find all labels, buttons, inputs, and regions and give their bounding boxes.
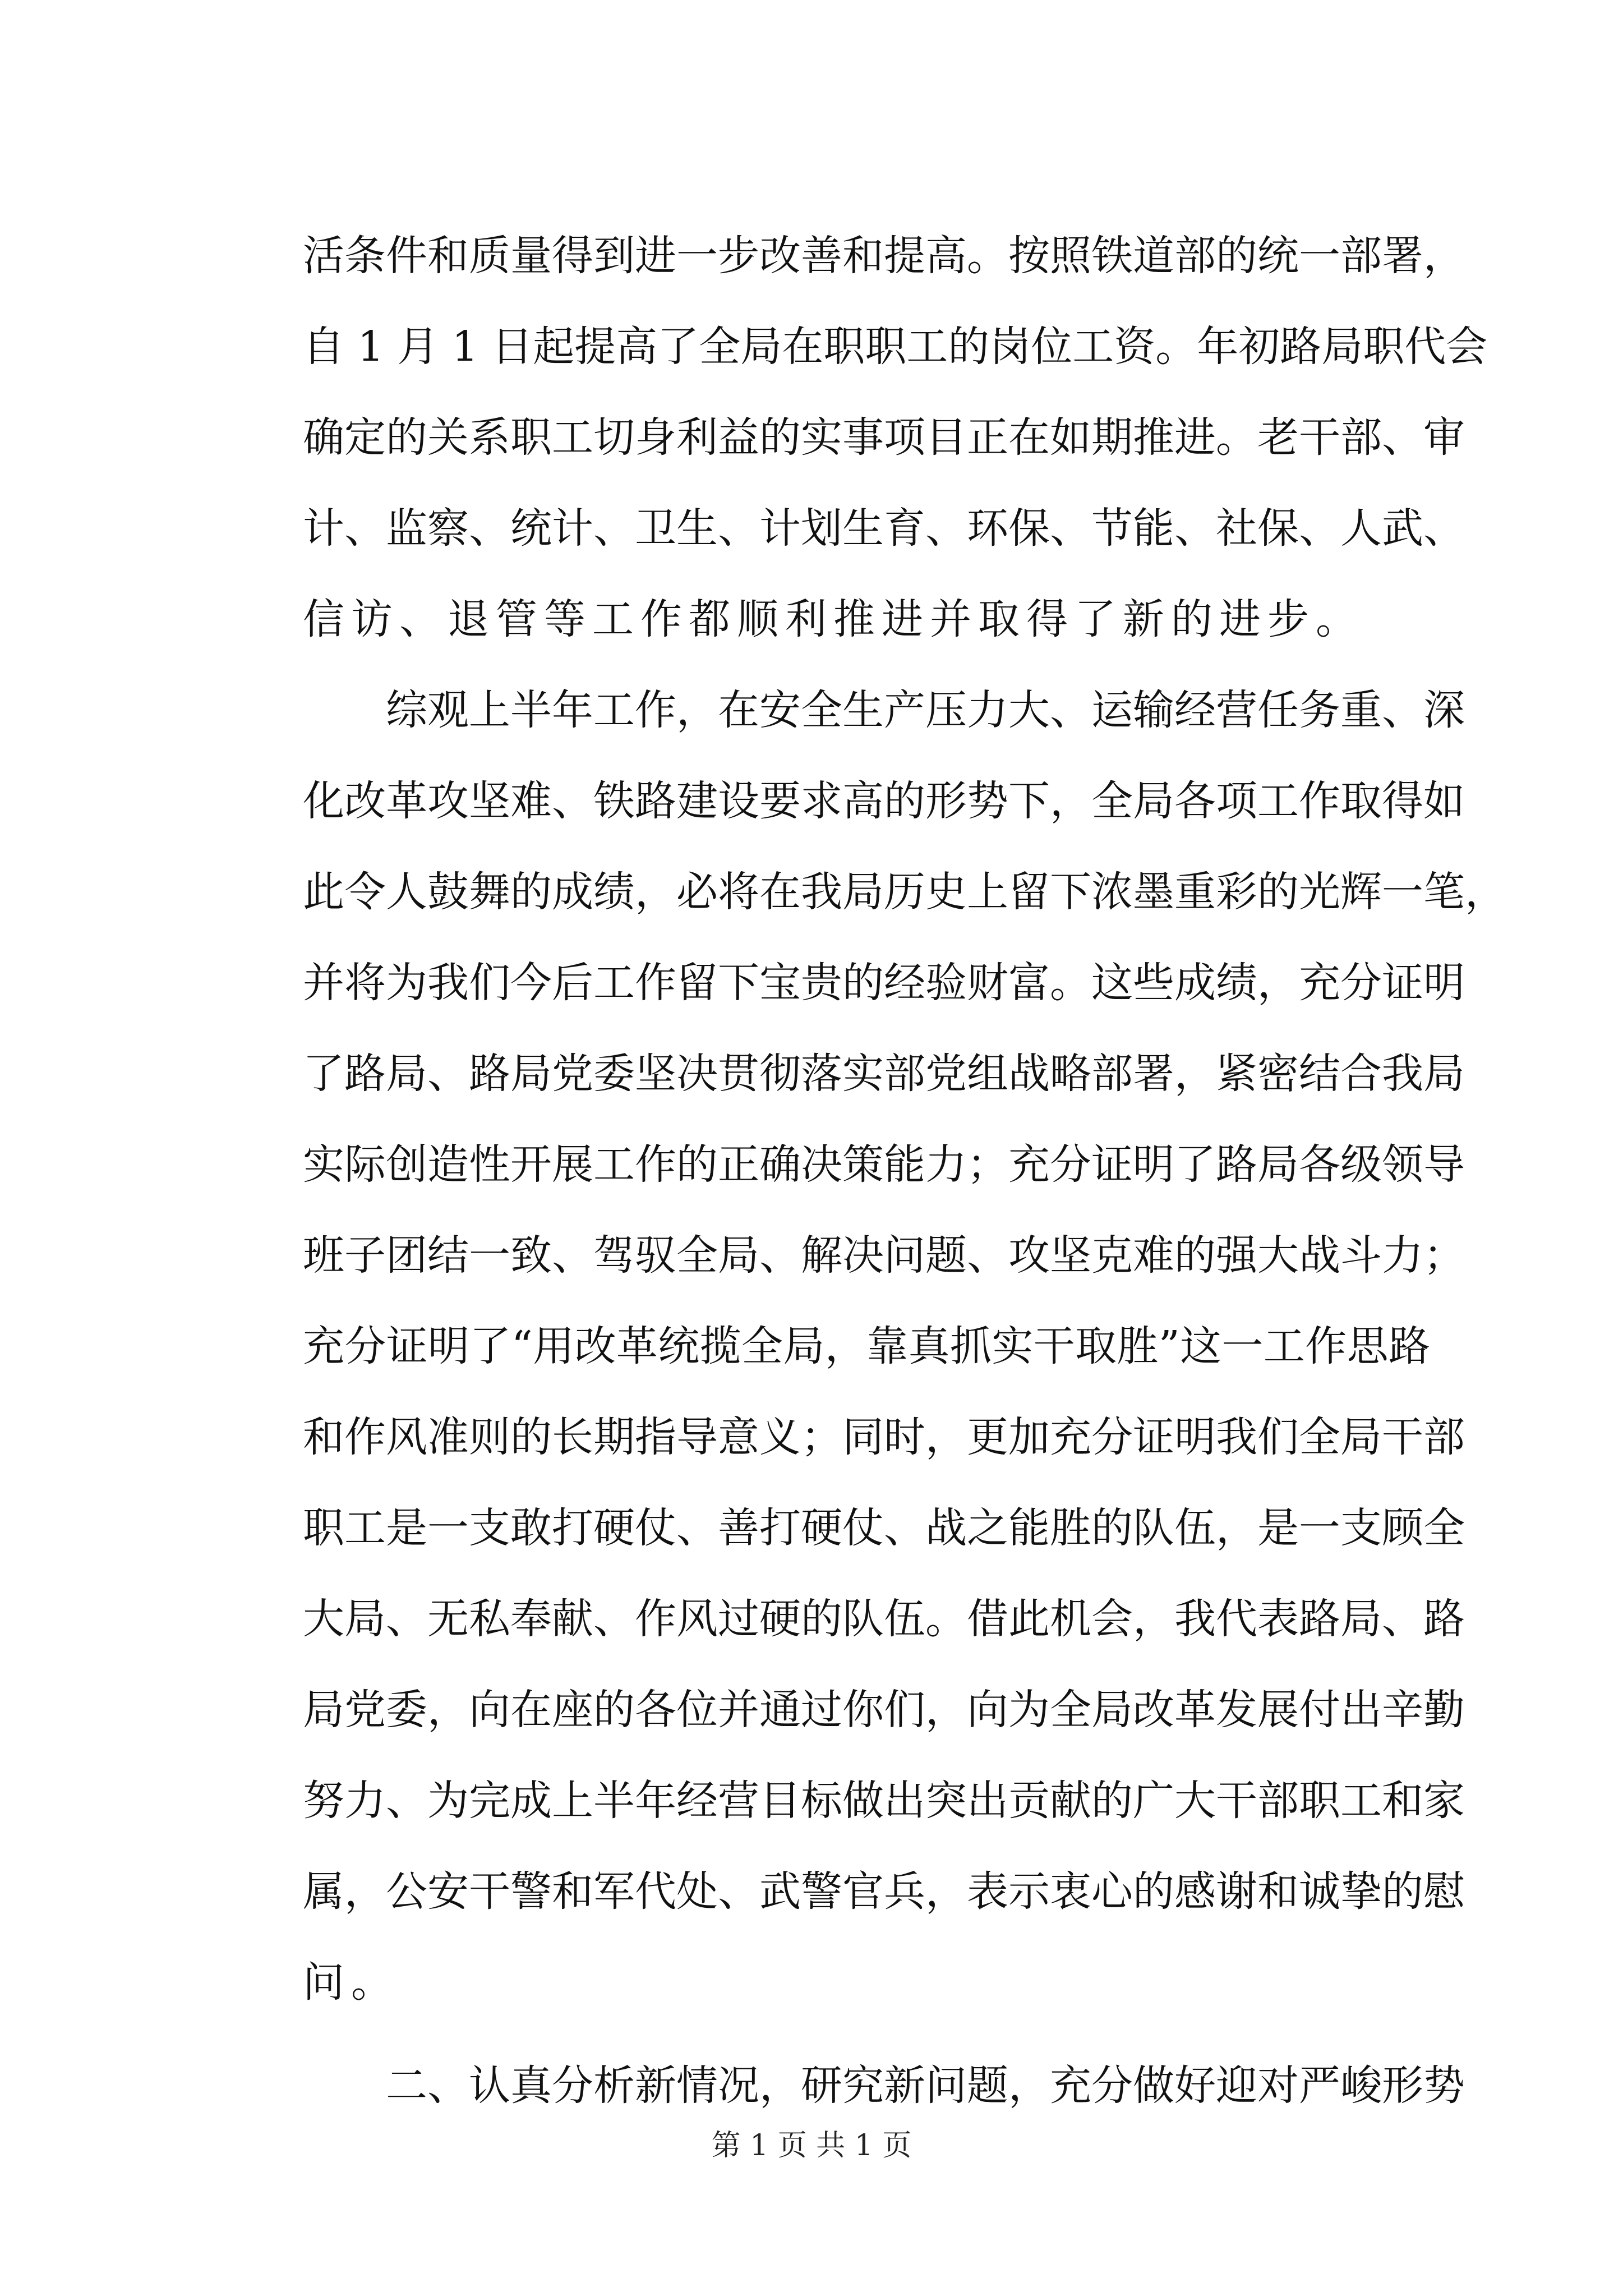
text-line: 此令人鼓舞的成绩，必将在我局历史上留下浓墨重彩的光辉一笔， — [303, 868, 1506, 916]
text-line: 充分证明了“用改革统揽全局，靠真抓实干取胜”这一工作思路 — [303, 1322, 1430, 1370]
text-line: 职工是一支敢打硬仗、善打硬仗、战之能胜的队伍，是一支顾全 — [303, 1504, 1465, 1552]
page-footer — [0, 2126, 1623, 2165]
page-number-label: 第 1 页 共 1 页 — [711, 2129, 912, 2162]
text-line: 综观上半年工作，在安全生产压力大、运输经营任务重、深 — [386, 686, 1465, 734]
text-line: 自 1 月 1 日起提高了全局在职职工的岗位工资。年初路局职代会 — [303, 323, 1488, 371]
text-line: 大局、无私奉献、作风过硬的队伍。借此机会，我代表路局、路 — [303, 1595, 1465, 1643]
text-line: 班子团结一致、驾驭全局、解决问题、攻坚克难的强大战斗力； — [303, 1231, 1465, 1280]
text-line: 问。 — [303, 1958, 399, 2007]
text-line: 属，公安干警和军代处、武警官兵，表示衷心的感谢和诚挚的慰 — [303, 1867, 1465, 1916]
text-line: 努力、为完成上半年经营目标做出突出贡献的广大干部职工和家 — [303, 1777, 1465, 1825]
text-line: 实际创造性开展工作的正确决策能力；充分证明了路局各级领导 — [303, 1140, 1465, 1189]
text-line: 并将为我们今后工作留下宝贵的经验财富。这些成绩，充分证明 — [303, 959, 1465, 1007]
text-line: 局党委，向在座的各位并通过你们，向为全局改革发展付出辛勤 — [303, 1686, 1465, 1734]
paragraph-gap — [303, 2028, 1430, 2040]
text-line: 确定的关系职工切身利益的实事项目正在如期推进。老干部、审 — [303, 413, 1465, 462]
text-line: 了路局、路局党委坚决贯彻落实部党组战略部署，紧密结合我局 — [303, 1050, 1465, 1098]
text-line: 计、监察、统计、卫生、计划生育、环保、节能、社保、人武、 — [303, 504, 1465, 553]
document-body — [303, 210, 1506, 2131]
text-line: 活条件和质量得到进一步改善和提高。按照铁道部的统一部署， — [303, 232, 1465, 280]
section-heading-line: 二、认真分析新情况，研究新问题，充分做好迎对严峻形势 — [386, 2062, 1465, 2110]
text-line: 和作风准则的长期指导意义；同时，更加充分证明我们全局干部 — [303, 1413, 1465, 1461]
text-line: 化改革攻坚难、铁路建设要求高的形势下，全局各项工作取得如 — [303, 777, 1465, 825]
text-line: 信访、退管等工作都顺利推进并取得了新的进步。 — [303, 595, 1364, 643]
